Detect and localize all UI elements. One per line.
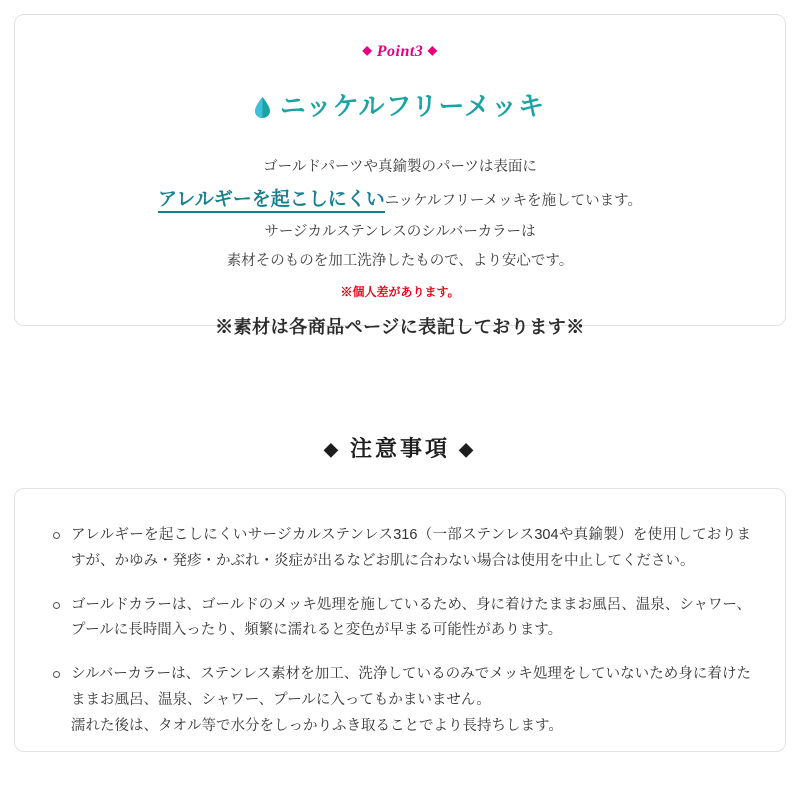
caution-list (49, 523, 751, 740)
point-body-line3: サージカルステンレスのシルバーカラーは (264, 224, 536, 241)
list-item (49, 662, 751, 739)
individual-difference-note: ※個人差があります。 (340, 284, 460, 299)
caution-item-text: ゴールドカラーは、ゴールドのメッキ処理を施しているため、身に着けたままお風呂、温泉、シャワー、プールに長時間入ったり、頻繁に濡れると変色が早まる可能性があります。 (71, 596, 751, 639)
water-drop-icon (255, 97, 270, 118)
point-heading-text: ニッケルフリーメッキ (279, 91, 546, 121)
caution-title (0, 432, 800, 463)
list-item (49, 523, 751, 575)
caution-title-text: 注意事項 (349, 436, 450, 461)
caution-item-text: シルバーカラーは、ステンレス素材を加工、洗浄しているのみでメッキ処理をしていないため身に着けたままお風呂、温泉、シャワー、プールに入ってもかまいません。 (71, 666, 751, 708)
point-label (15, 43, 785, 61)
point-heading (15, 86, 785, 123)
caution-card (14, 488, 786, 752)
diamond-icon-caution-left: ◆ (324, 439, 341, 459)
point-body (15, 153, 785, 345)
point-body-line2 (15, 181, 785, 218)
point-body-line4: 素材そのものを加工洗浄したもので、より安心です。 (226, 252, 574, 269)
point-label-text: Point3 (376, 43, 424, 60)
material-page-note: ※素材は各商品ページに表記しております※ (215, 317, 585, 338)
diamond-icon-left: ◆ (362, 43, 373, 57)
diamond-icon-caution-right: ◆ (459, 439, 476, 459)
point3-card (14, 14, 786, 338)
allergy-emphasis-text: アレルギーを起こしにくい (158, 189, 385, 213)
list-item (49, 593, 751, 645)
caution-item-text: アレルギーを起こしにくいサージカルステンレス316（一部ステンレス304や真鍮製）を使用しておりますが、かゆみ・発疹・かぶれ・炎症が出るなどお肌に合わない場合は使用を中止してください。 (71, 527, 751, 569)
point-body-line1: ゴールドパーツや真鍮製のパーツは表面に (263, 159, 537, 175)
diamond-icon-right: ◆ (427, 43, 438, 57)
point-body-line2-tail: ニッケルフリーメッキを施しています。 (384, 193, 642, 210)
caution-item-extra-text: 濡れた後は、タオル等で水分をしっかりふき取ることでより長持ちします。 (71, 717, 563, 734)
